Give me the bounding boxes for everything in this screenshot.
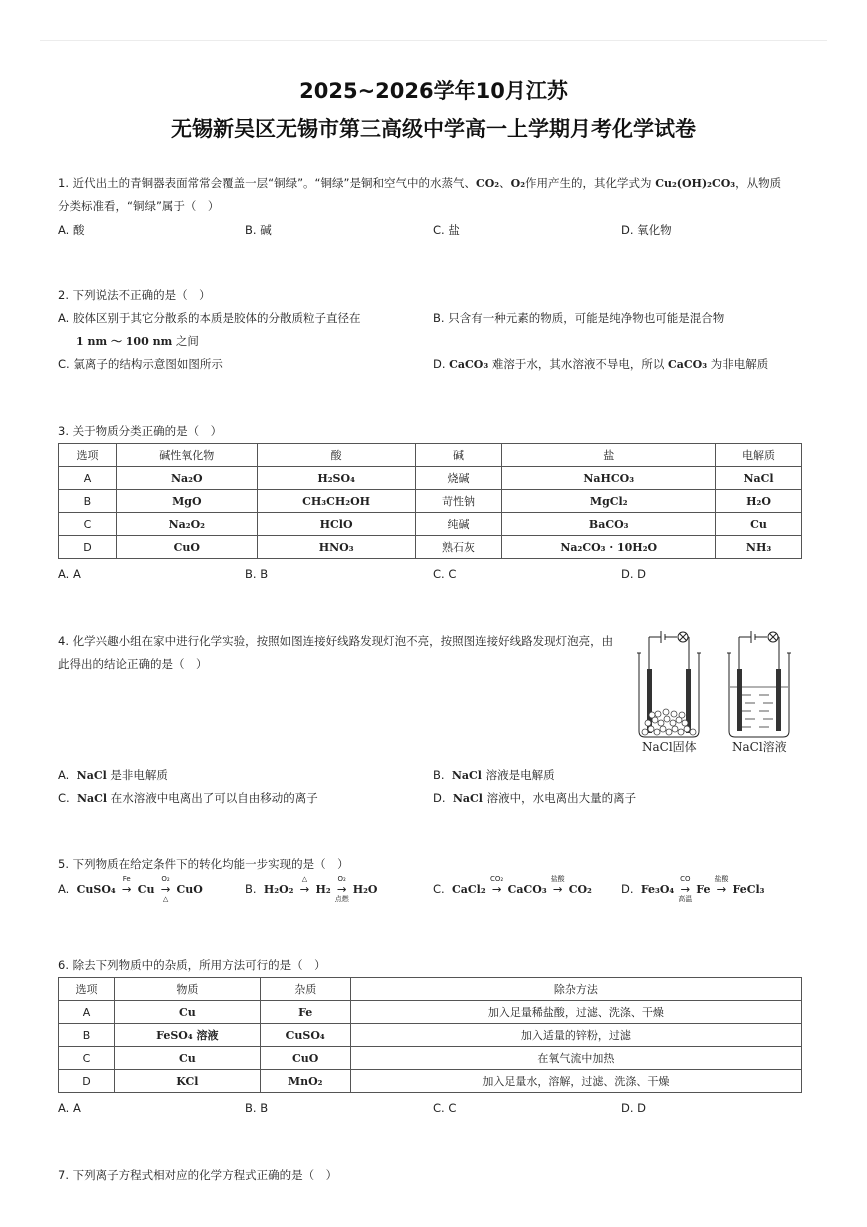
header-cell: 电解质	[716, 444, 802, 467]
q2-option-d[interactable]: D. CaCO₃ 难溶于水，其水溶液不导电，所以 CaCO₃ 为非电解质	[433, 357, 769, 371]
table-cell: NaHCO₃	[502, 467, 716, 490]
reaction-arrow-icon: → O₂ △	[160, 875, 171, 903]
reaction-arrow-icon: → 盐酸	[714, 875, 729, 896]
table-cell: 加入足量稀盐酸，过滤、洗涤、干燥	[350, 1001, 801, 1024]
fig-label-solid: NaCl固体	[642, 740, 697, 754]
table-cell: 纯碱	[415, 513, 502, 536]
q2-option-c[interactable]: C. 氯离子的结构示意图如图所示	[58, 357, 223, 371]
table-cell: MgCl₂	[502, 490, 716, 513]
table-row	[59, 1070, 802, 1093]
table-cell: HNO₃	[257, 536, 415, 559]
header-cell: 选项	[59, 444, 117, 467]
q7-stem: 7. 下列离子方程式相对应的化学方程式正确的是（ ）	[58, 1168, 338, 1182]
q3-option-c[interactable]: C. C	[433, 567, 457, 581]
header-cell: 杂质	[260, 978, 350, 1001]
table-row	[59, 1001, 802, 1024]
left-electrode-2	[737, 669, 742, 731]
table-row	[59, 513, 802, 536]
table-cell: Na₂O₂	[116, 513, 257, 536]
table-cell: Cu	[716, 513, 802, 536]
table-cell: MgO	[116, 490, 257, 513]
table-cell: FeSO₄ 溶液	[114, 1024, 260, 1047]
table-cell: H₂O	[716, 490, 802, 513]
table-cell: A	[59, 1001, 115, 1024]
table-cell: NaCl	[716, 467, 802, 490]
header-cell: 碱性氧化物	[116, 444, 257, 467]
q3-table	[58, 443, 802, 559]
header-cell: 物质	[114, 978, 260, 1001]
table-cell: BaCO₃	[502, 513, 716, 536]
q4-stem-line1: 4. 化学兴趣小组在家中进行化学实验，按照如图连接好线路发现灯泡不亮，按照图连接好线路发现灯泡亮，由	[58, 634, 614, 648]
q6-option-a[interactable]: A. A	[58, 1101, 81, 1115]
q1-stem-line1: 1. 近代出土的青铜器表面常常会覆盖一层“铜绿”。“铜绿”是铜和空气中的水蒸气、CO₂、O₂作用产生的，其化学式为 Cu₂(OH)₂CO₃，从物质	[58, 176, 782, 190]
q3-stem: 3. 关于物质分类正确的是（ ）	[58, 424, 223, 438]
table-cell: CuO	[260, 1047, 350, 1070]
table-cell: A	[59, 467, 117, 490]
fig-label-solution: NaCl溶液	[732, 740, 787, 754]
q2-option-a-line2: 1 nm ～ 100 nm 之间	[76, 334, 199, 348]
table-cell: CuSO₄	[260, 1024, 350, 1047]
table-cell: 在氧气流中加热	[350, 1047, 801, 1070]
table-cell: Fe	[260, 1001, 350, 1024]
reaction-arrow-icon: → Fe	[121, 875, 132, 896]
table-cell: KCl	[114, 1070, 260, 1093]
table-cell: Cu	[114, 1047, 260, 1070]
q1-option-a[interactable]: A. 酸	[58, 223, 85, 237]
q1-formula: Cu₂(OH)₂CO₃	[655, 177, 736, 190]
table-cell: H₂SO₄	[257, 467, 415, 490]
q3-option-a[interactable]: A. A	[58, 567, 81, 581]
q2-stem: 2. 下列说法不正确的是（ ）	[58, 288, 211, 302]
q6-option-c[interactable]: C. C	[433, 1101, 457, 1115]
q5-option-d[interactable]: D. Fe₃O₄ → CO 高温 Fe → 盐酸 FeCl₃	[621, 875, 765, 903]
table-row	[59, 1024, 802, 1047]
page-title-line1: 2025~2026学年10月江苏	[299, 79, 568, 103]
table-cell: Na₂O	[116, 467, 257, 490]
q4-option-a[interactable]: A. NaCl 是非电解质	[58, 768, 168, 782]
table-cell: HClO	[257, 513, 415, 536]
q6-option-b[interactable]: B. B	[245, 1101, 269, 1115]
table-cell: B	[59, 490, 117, 513]
table-cell: MnO₂	[260, 1070, 350, 1093]
table-cell: B	[59, 1024, 115, 1047]
table-cell: CH₃CH₂OH	[257, 490, 415, 513]
q6-option-d[interactable]: D. D	[621, 1101, 647, 1115]
table-cell: 苛性钠	[415, 490, 502, 513]
reaction-arrow-icon: → CO₂	[490, 875, 504, 896]
table-cell: CuO	[116, 536, 257, 559]
table-row	[59, 467, 802, 490]
q3-option-b[interactable]: B. B	[245, 567, 269, 581]
reaction-arrow-icon: → △	[299, 875, 310, 896]
table-cell: NH₃	[716, 536, 802, 559]
reaction-arrow-icon: → 盐酸	[550, 875, 565, 896]
header-cell: 酸	[257, 444, 415, 467]
table-cell: 熟石灰	[415, 536, 502, 559]
header-cell: 除杂方法	[350, 978, 801, 1001]
q5-option-b[interactable]: B. H₂O₂ → △ H₂ → O₂ 点燃 H₂O	[245, 875, 378, 903]
header-cell: 碱	[415, 444, 502, 467]
q1-stem-line2: 分类标准看，“铜绿”属于（ ）	[58, 199, 220, 213]
header-cell: 选项	[59, 978, 115, 1001]
table-cell: Cu	[114, 1001, 260, 1024]
q1-option-b[interactable]: B. 碱	[245, 223, 272, 237]
q2-option-a[interactable]: A. 胶体区别于其它分散系的本质是胶体的分散质粒子直径在	[58, 311, 361, 325]
table-cell: C	[59, 513, 117, 536]
table-cell: 加入足量水，溶解，过滤、洗涤、干燥	[350, 1070, 801, 1093]
table-header-row	[59, 444, 802, 467]
table-cell: D	[59, 1070, 115, 1093]
table-cell: D	[59, 536, 117, 559]
q5-option-c[interactable]: C. CaCl₂ → CO₂ CaCO₃ → 盐酸 CO₂	[433, 878, 592, 901]
reaction-arrow-icon: → O₂ 点燃	[334, 875, 349, 903]
table-row	[59, 490, 802, 513]
q4-option-d[interactable]: D. NaCl 溶液中，水电离出大量的离子	[433, 791, 637, 805]
q2-option-b[interactable]: B. 只含有一种元素的物质，可能是纯净物也可能是混合物	[433, 311, 725, 325]
table-cell: C	[59, 1047, 115, 1070]
table-cell: Na₂CO₃ · 10H₂O	[502, 536, 716, 559]
table-row	[59, 536, 802, 559]
page-title-line2: 无锡新吴区无锡市第三高级中学高一上学期月考化学试卷	[171, 117, 696, 141]
table-row	[59, 1047, 802, 1070]
reaction-arrow-icon: → CO 高温	[678, 875, 693, 903]
q1-option-c[interactable]: C. 盐	[433, 223, 460, 237]
q3-option-d[interactable]: D. D	[621, 567, 647, 581]
q5-option-a[interactable]: A. CuSO₄ → Fe Cu → O₂ △ CuO	[58, 875, 203, 903]
right-electrode-2	[776, 669, 781, 731]
top-divider	[40, 40, 827, 41]
q5-stem: 5. 下列物质在给定条件下的转化均能一步实现的是（ ）	[58, 857, 349, 871]
q6-stem: 6. 除去下列物质中的杂质，所用方法可行的是（ ）	[58, 958, 326, 972]
conductivity-experiment-figure	[628, 625, 808, 760]
q4-option-c[interactable]: C. NaCl 在水溶液中电离出了可以自由移动的离子	[58, 791, 318, 805]
q1-option-d[interactable]: D. 氧化物	[621, 223, 672, 237]
q6-table	[58, 977, 802, 1093]
table-cell: 加入适量的锌粉，过滤	[350, 1024, 801, 1047]
q4-stem-line2: 此得出的结论正确的是（ ）	[58, 657, 208, 671]
solution-nacl-apparatus	[727, 631, 791, 737]
header-cell: 盐	[502, 444, 716, 467]
table-cell: 烧碱	[415, 467, 502, 490]
q4-option-b[interactable]: B. NaCl 溶液是电解质	[433, 768, 555, 782]
table-header-row	[59, 978, 802, 1001]
